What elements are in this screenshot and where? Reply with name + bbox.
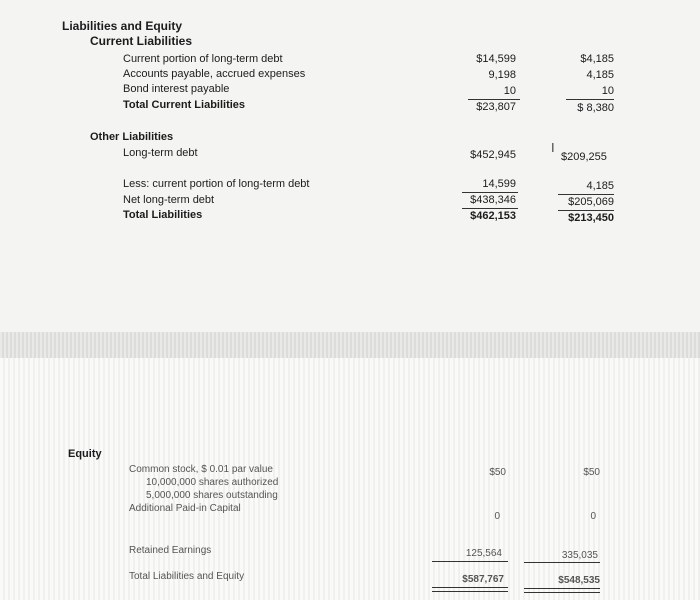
total-current-col2: $ 8,380 [577,102,614,114]
retained-earnings-col2: 335,035 [561,550,598,561]
less-current-portion-col2: 4,185 [586,180,614,192]
total-liabilities-col1: $462,153 [470,210,516,222]
total-current-label: Total Current Liabilities [123,99,246,111]
section-title: Liabilities and Equity [62,19,183,33]
subtotal-rule [432,561,508,562]
subtotal-rule [462,192,518,193]
total-liabilities-col2: $213,450 [568,212,614,224]
total-liabilities-equity-col2: $548,535 [558,575,600,586]
net-long-term-debt-col2: $205,069 [568,196,614,208]
total-liabilities-equity-col1: $587,767 [462,574,504,585]
text-cursor-icon: I [551,140,555,155]
common-stock-label: Common stock, $ 0.01 par value [129,464,273,475]
less-current-portion-col1: 14,599 [482,178,516,190]
total-liabilities-equity-label: Total Liabilities and Equity [129,571,245,582]
subtotal-rule [524,562,600,563]
subtotal-rule [558,210,614,211]
subtotal-rule [558,194,614,195]
common-stock-outstanding: 5,000,000 shares outstanding [146,490,278,501]
common-stock-col2: $50 [583,467,600,478]
net-long-term-debt-col1: $438,346 [470,194,516,206]
row-value-col1: 9,198 [488,69,516,81]
equity-heading: Equity [68,448,102,460]
less-current-portion-label: Less: current portion of long-term debt [123,178,310,190]
divider-band [0,332,700,358]
row-value-col2: 10 [601,85,614,97]
long-term-debt-label: Long-term debt [123,147,198,159]
common-stock-col1: $50 [489,467,506,478]
apic-col1: 0 [494,511,500,522]
retained-earnings-label: Retained Earnings [129,545,212,556]
apic-col2: 0 [590,511,596,522]
total-liabilities-label: Total Liabilities [123,209,203,221]
row-value-col1: $14,599 [476,53,516,65]
equity-panel [0,358,700,600]
subtotal-rule [462,208,518,209]
row-label: Current portion of long-term debt [123,53,283,65]
row-label: Bond interest payable [123,83,230,95]
row-value-col2: 4,185 [586,69,614,81]
row-label: Accounts payable, accrued expenses [123,68,306,80]
subtotal-rule [566,99,614,100]
total-current-col1: $23,807 [476,101,516,113]
long-term-debt-col1: $452,945 [470,149,516,161]
subtotal-rule [468,99,520,100]
long-term-debt-col2: $209,255 [561,151,607,163]
grand-total-double-rule [524,588,600,593]
apic-label: Additional Paid-in Capital [129,503,241,514]
current-liabilities-heading: Current Liabilities [90,34,193,48]
row-value-col2: $4,185 [580,53,614,65]
row-value-col1: 10 [503,85,516,97]
other-liabilities-heading: Other Liabilities [90,131,174,143]
grand-total-double-rule [432,587,508,592]
net-long-term-debt-label: Net long-term debt [123,194,215,206]
common-stock-authorized: 10,000,000 shares authorized [146,477,279,488]
retained-earnings-col1: 125,564 [465,548,502,559]
